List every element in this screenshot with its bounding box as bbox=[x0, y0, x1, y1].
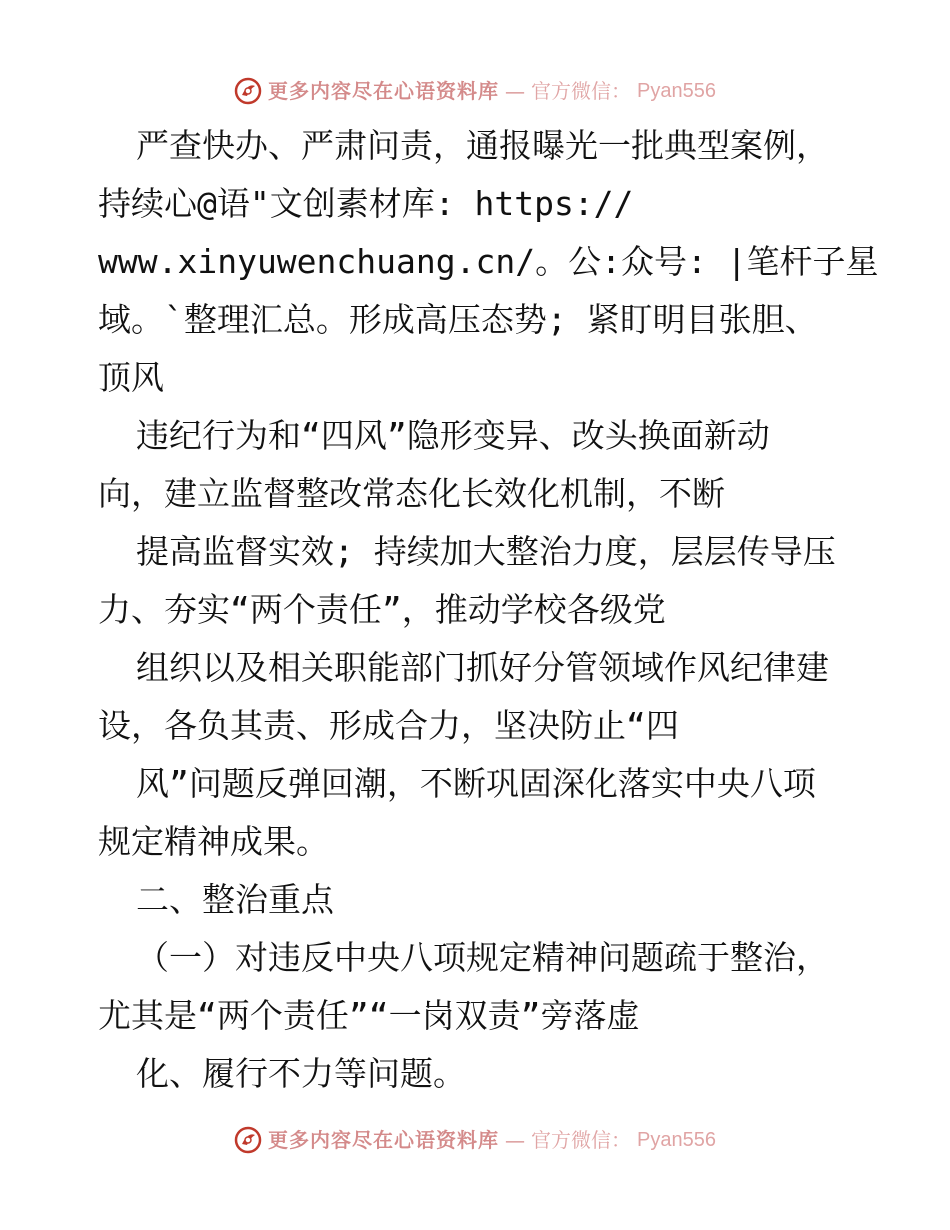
text-line: 尤其是“两个责任”“一岗双责”旁落虚 bbox=[98, 996, 640, 1035]
watermark-banner-top bbox=[0, 77, 950, 105]
text-line: 力、夯实“两个责任”，推动学校各级党 bbox=[98, 590, 666, 629]
text-line: 向，建立监督整改常态化长效化机制，不断 bbox=[98, 474, 725, 513]
text-line: 化、履行不力等问题。 bbox=[136, 1054, 466, 1093]
watermark-main-text: 更多内容尽在心语资料库 bbox=[268, 79, 500, 103]
text-line: 风”问题反弹回潮，不断巩固深化落实中央八项 bbox=[136, 764, 816, 803]
text-line: 提高监督实效; 持续加大整治力度，层层传导压 bbox=[136, 532, 836, 571]
watermark-banner-bottom bbox=[0, 1126, 950, 1154]
text-line: 严查快办、严肃问责，通报曝光一批典型案例， bbox=[136, 126, 829, 165]
watermark-wechat-id: Pyan556 bbox=[637, 1129, 716, 1151]
watermark-dash: — bbox=[505, 1128, 526, 1152]
watermark-main-text: 更多内容尽在心语资料库 bbox=[268, 1128, 500, 1152]
brand-logo-icon bbox=[234, 1126, 262, 1154]
text-line: www.xinyuwenchuang.cn/。公:众号: |笔杆子星 bbox=[98, 242, 879, 281]
text-line: 违纪行为和“四风”隐形变异、改头换面新动 bbox=[136, 416, 770, 455]
text-line: 设，各负其责、形成合力，坚决防止“四 bbox=[98, 706, 679, 745]
text-line: 持续心@语"文创素材库: https:// bbox=[98, 184, 634, 223]
text-line: 规定精神成果。 bbox=[98, 822, 329, 861]
document-body bbox=[98, 117, 879, 1103]
text-line: 组织以及相关职能部门抓好分管领域作风纪律建 bbox=[136, 648, 829, 687]
section-heading: 二、整治重点 bbox=[136, 880, 334, 919]
watermark-sub-text: 官方微信： bbox=[531, 1128, 632, 1152]
watermark-wechat-id: Pyan556 bbox=[637, 80, 716, 102]
watermark-dash: — bbox=[505, 79, 526, 103]
text-line: 顶风 bbox=[98, 358, 164, 397]
brand-logo-icon bbox=[234, 77, 262, 105]
text-line: （一）对违反中央八项规定精神问题疏于整治， bbox=[136, 938, 829, 977]
text-line: 域。`整理汇总。形成高压态势; 紧盯明目张胆、 bbox=[98, 300, 818, 339]
watermark-sub-text: 官方微信： bbox=[531, 79, 632, 103]
